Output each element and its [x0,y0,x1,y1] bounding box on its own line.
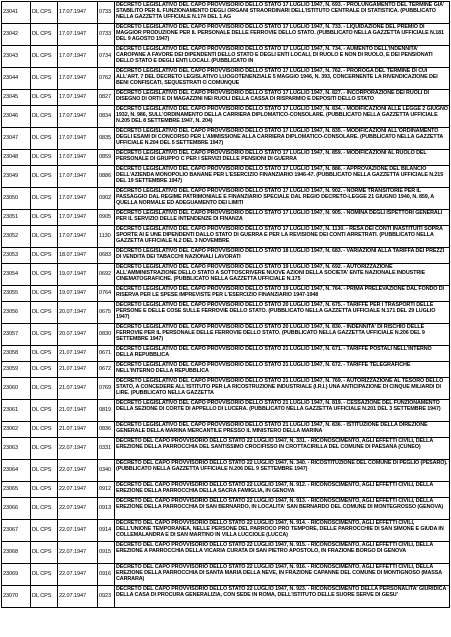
act-number-cell: 0683 [98,248,115,264]
act-description-cell: DECRETO LEGISLATIVO DEL CAPO PROVVISORIO DELLO STATO 17 LUGLIO 1947, N. 734. - AUMENTO DELL'INDENNITA' CAROPANE A FAVORE DEI DIPENDENTI DELLO STATO E DEGLI ENTI LOCALI, DI RUOLO E NON DI RUOLO, E DEI PENSIONATI DELLO STATO E DEGLI ENTI LOCALI. (PUBBLICATO IN [115,46,450,68]
table-row [2,286,450,302]
record-number-cell: 23054 [2,264,31,286]
record-number-cell: 23053 [2,248,31,264]
act-type-cell: DL CPS [31,564,58,586]
table-row [2,400,450,422]
act-date-cell: 21.07.1947 [58,422,98,438]
table-row [2,324,450,346]
act-type-cell: DL CPS [31,2,58,24]
act-description-cell: DECRETO LEGISLATIVO DEL CAPO PROVVISORIO DELLO STATO 17 LUGLIO 1947, N. 905. - NOMINA DEGLI ISPETTORI GENERALI PER IL SERVIZIO DELLE INTENDENZE DI FINANZA [115,210,450,226]
act-description-cell: DECRETO LEGISLATIVO DEL CAPO PROVVISORIO DELLO STATO 17 LUGLIO 1947, N. 834. - MODIFICAZIONI ALLE LEGGE 2 GIUGNO 1932, N. 986, SULL'ORDINAMENTO DELLA CARRIERA DIPLOMATICO-CONSOLARE. (PUBBLICATO NELLA GAZZETTA UFFICIALE N.205 DEL 8 SETTEMBRE 1947, N. 204) [115,106,450,128]
act-date-cell: 17.07.1947 [58,150,98,166]
act-type-cell: DL CPS [31,188,58,210]
act-date-cell: 17.07.1947 [58,210,98,226]
act-type-cell: DL CPS [31,90,58,106]
act-number-cell: 0734 [98,46,115,68]
act-date-cell: 17.07.1947 [58,226,98,248]
act-date-cell: 21.07.1947 [58,400,98,422]
act-type-cell: DL CPS [31,460,58,482]
table-row [2,264,450,286]
table-row [2,24,450,46]
act-description-cell: DECRETO LEGISLATIVO DEL CAPO PROVVISORIO DELLO STATO 17 LUGLIO 1947, N. 902. - NORME TRANSITORIE PER IL PASSAGGIO DAL REGIME PATRIMONIALE E FINANZIARIO SPECIALE DAL REGIO DECRETO-LEGGE 21 GIUGNO 1940, N. 859, A QUELLA NORMALE ED ADEGUAMENTO DEI LIMITI [115,188,450,210]
act-date-cell: 21.07.1947 [58,346,98,362]
act-type-cell: DL CPS [31,586,58,608]
act-type-cell: DL CPS [31,498,58,520]
table-row [2,482,450,498]
act-type-cell: DL CPS [31,438,58,460]
act-description-cell: DECRETO LEGISLATIVO DEL CAPO PROVVISORIO DELLO STATO 17 LUGLIO 1947, N. 886. - APPROVAZIONE DEL BILANCIO DELL'AZIENDA MONOPOLIO BANANE PER L'ESERCIZIO FINANZIARIO 1946-47. (PUBBLICATO NELLA GAZZETTA UFFICIALE N.215 DEL 19 SETTEMBRE 1947) [115,166,450,188]
record-number-cell: 23049 [2,166,31,188]
act-description-cell: DECRETO LEGISLATIVO DEL CAPO PROVVISORIO DELLO STATO 21 LUGLIO 1947, N. 671. - TARIFFE POSTALI NELL'INTERNO DELLA REPUBBLICA [115,346,450,362]
record-number-cell: 23060 [2,378,31,400]
table-row [2,520,450,542]
act-number-cell: 0762 [98,68,115,90]
act-description-cell: DECRETO LEGISLATIVO DEL CAPO PROVVISORIO DELLO STATO 21 LUGLIO 1947, N. 836. - ISTITUZIONE DELLA DIREZIONE GENERALE DELLA MARINA MERCANTILE PRESSO IL MINISTERO DELLA MARINA [115,422,450,438]
act-date-cell: 17.07.1947 [58,106,98,128]
record-number-cell: 23066 [2,498,31,520]
decree-table [1,1,450,608]
table-row [2,128,450,150]
act-description-cell: DECRETO LEGISLATIVO DEL CAPO PROVVISORIO DELLO STATO 17 LUGLIO 1947, N. 827. - INCORPORAZIONE DEI RUOLI DI DISEGNO DI ORTI E DI MAGAZZINI NEI RUOLI DELLA CASSA DI RISPARMIO E DEPOSITI DELLO STATO [115,90,450,106]
table-row [2,586,450,608]
record-number-cell: 23042 [2,24,31,46]
act-number-cell: 0671 [98,346,115,362]
act-date-cell: 21.07.1947 [58,378,98,400]
record-number-cell: 23056 [2,302,31,324]
act-date-cell: 17.07.1947 [58,46,98,68]
table-row [2,68,450,90]
record-number-cell: 23051 [2,210,31,226]
act-date-cell: 19.07.1947 [58,264,98,286]
act-number-cell: 0915 [98,542,115,564]
table-row [2,166,450,188]
record-number-cell: 23067 [2,520,31,542]
record-number-cell: 23055 [2,286,31,302]
act-number-cell: 0836 [98,422,115,438]
table-row [2,362,450,378]
act-description-cell: DECRETO LEGISLATIVO DEL CAPO PROVVISORIO DELLO STATO 17 LUGLIO 1947, N. 1130. - RESA DEI CONTI INASTITUITI SOPRA SPORTE AI E UNE DIPENDENTI DALLO STATO DI GUERRA E PER LA REVISIONE DEI CONTI ARRETRATI. (PUBBLICATO NELLA GAZZETTA UFFICIALE N.2 DEL 3 NOVEMBRE [115,226,450,248]
record-number-cell: 23057 [2,324,31,346]
record-number-cell: 23047 [2,128,31,150]
act-date-cell: 18.07.1947 [58,248,98,264]
act-number-cell: 0733 [98,24,115,46]
table-row [2,188,450,210]
act-date-cell: 22.07.1947 [58,460,98,482]
table-row [2,46,450,68]
act-number-cell: 0859 [98,150,115,166]
act-date-cell: 22.07.1947 [58,438,98,460]
table-row [2,90,450,106]
act-description-cell: DECRETO DEL CAPO PROVVISORIO DELLO STATO 22 LUGLIO 1947, N. 923. - RICONOSCIMENTO DELLA PERSONALITA' GIURIDICA DELLA CASA DI PROCURA GENERALIZIA, CON SEDE IN ROMA, DELL'ISTITUTO DELLE SUORE SERVE DI GESU' [115,586,450,608]
act-number-cell: 0912 [98,482,115,498]
act-type-cell: DL CPS [31,400,58,422]
act-number-cell: 0902 [98,188,115,210]
act-type-cell: DL CPS [31,482,58,498]
record-number-cell: 23061 [2,400,31,422]
act-description-cell: DECRETO LEGISLATIVO DEL CAPO PROVVISORIO DELLO STATO 18 LUGLIO 1947, N. 683. - VARIAZIONI ALLA TARIFFA DEI PREZZI DI VENDITA DEI TABACCHI NAZIONALI LAVORATI [115,248,450,264]
act-type-cell: DL CPS [31,542,58,564]
table-row [2,422,450,438]
act-number-cell: 0675 [98,302,115,324]
act-description-cell: DECRETO LEGISLATIVO DEL CAPO PROVVISORIO DELLO STATO 19 LUGLIO 1947, N. 692. - AUTORIZZAZIONE ALL'AMMINISTRAZIONE DELLO STATO A SOTTOSCRIVERE NUOVE AZIONI DELLA SOCIETA' ENTE NAZIONALE INDUSTRIE CINEMATOGRAFICHE. (PUBBLICATO NELLA GAZZETTA UFFICIALE N.175 [115,264,450,286]
act-number-cell: 0769 [98,378,115,400]
act-type-cell: DL CPS [31,302,58,324]
act-date-cell: 22.07.1947 [58,498,98,520]
act-type-cell: DL CPS [31,286,58,302]
act-description-cell: DECRETO LEGISLATIVO DEL CAPO PROVVISORIO DELLO STATO 17 LUGLIO 1947, N. 835. - MODIFICAZIONI ALL'ORDINAMENTO DEGLI ESAMI DI CONCORSO PER L'AMMISSIONE ALLA CARRIERA DIPLOMATICO-CONSOLARE. (PUBBLICATO NELLA GAZZETTA UFFICIALE N.204 DEL 5 SETTEMBRE 1947) [115,128,450,150]
act-number-cell: 0764 [98,286,115,302]
act-date-cell: 17.07.1947 [58,68,98,90]
record-number-cell: 23065 [2,482,31,498]
act-type-cell: DL CPS [31,68,58,90]
act-date-cell: 17.07.1947 [58,128,98,150]
act-description-cell: DECRETO DEL CAPO PROVVISORIO DELLO STATO 22 LUGLIO 1947, N. 914. - RICONOSCIMENTO, AGLI EFFETTI CIVILI, DELL'UNIONE TEMPORANEA, NELLE PERSONE DEL PARROCO PRO TEMPORE, DELLE PARROCCHIE DI SAN SIMONE E GIUDA IN COLLEMALANDRA E DI SAN MARTINO IN VILLA LUCCIOLE (LUCCA) [115,520,450,542]
act-date-cell: 22.07.1947 [58,586,98,608]
act-type-cell: DL CPS [31,324,58,346]
table-row [2,106,450,128]
act-date-cell: 17.07.1947 [58,24,98,46]
act-description-cell: DECRETO LEGISLATIVO DEL CAPO PROVVISORIO DELLO STATO 21 LUGLIO 1947, N. 819. - CESSAZIONE DEL FUNZIONAMENTO DELLA SEZIONE DI CORTE DI APPELLO DI LUCERA. (PUBBLICATO NELLA GAZZETTA UFFICIALE N.201 DEL 3 SETTEMBRE 1947) [115,400,450,422]
act-number-cell: 0834 [98,106,115,128]
act-number-cell: 0827 [98,90,115,106]
decree-register [1,1,449,608]
table-row [2,564,450,586]
act-type-cell: DL CPS [31,166,58,188]
act-number-cell: 0340 [98,460,115,482]
table-row [2,378,450,400]
act-description-cell: DECRETO DEL CAPO PROVVISORIO DELLO STATO 22 LUGLIO 1947, N. 331. - RICONOSCIMENTO, AGLI EFFETTI CIVILI, DELLA EREZIONE DELLA PARROCCHIA DEL SANTISSIMO CROCIFISSO IN CROTTACIRILLA DEL COMUNE DI PAESANA (CUNEO) [115,438,450,460]
act-date-cell: 17.07.1947 [58,2,98,24]
act-type-cell: DL CPS [31,362,58,378]
act-number-cell: 0819 [98,400,115,422]
record-number-cell: 23050 [2,188,31,210]
act-number-cell: 0923 [98,586,115,608]
table-row [2,346,450,362]
act-type-cell: DL CPS [31,422,58,438]
record-number-cell: 23068 [2,542,31,564]
table-row [2,226,450,248]
act-number-cell: 0905 [98,210,115,226]
table-row [2,498,450,520]
table-row [2,150,450,166]
record-number-cell: 23044 [2,68,31,90]
act-type-cell: DL CPS [31,46,58,68]
act-type-cell: DL CPS [31,264,58,286]
act-type-cell: DL CPS [31,378,58,400]
act-type-cell: DL CPS [31,520,58,542]
act-number-cell: 0830 [98,324,115,346]
act-description-cell: DECRETO DEL CAPO PROVVISORIO DELLO STATO 22 LUGLIO 1947, N. 340. - RICOSTITUZIONE DEL COMUNE DI PEGLIO (PESARO). (PUBBLICATO NELLA GAZZETTA UFFICIALE N.206 DEL 9 SETTEMBRE 1947) [115,460,450,482]
act-date-cell: 19.07.1947 [58,286,98,302]
act-date-cell: 22.07.1947 [58,520,98,542]
record-number-cell: 23052 [2,226,31,248]
record-number-cell: 23058 [2,346,31,362]
act-description-cell: DECRETO DEL CAPO PROVVISORIO DELLO STATO 22 LUGLIO 1947, N. 915. - RICONOSCIMENTO, AGLI EFFETTI CIVILI, DELLA EREZIONE A PARROCCHIA DELLA VICARIA CURATA DI SAN PIETRO APOSTOLO, IN FRAZIONE BORGO DI GENOVA [115,542,450,564]
act-type-cell: DL CPS [31,248,58,264]
act-type-cell: DL CPS [31,150,58,166]
act-number-cell: 0835 [98,128,115,150]
act-type-cell: DL CPS [31,210,58,226]
act-type-cell: DL CPS [31,226,58,248]
act-date-cell: 17.07.1947 [58,90,98,106]
act-number-cell: 0916 [98,564,115,586]
decree-table-body [2,2,450,608]
act-number-cell: 0886 [98,166,115,188]
act-number-cell: 0331 [98,438,115,460]
act-type-cell: DL CPS [31,24,58,46]
record-number-cell: 23041 [2,2,31,24]
act-type-cell: DL CPS [31,106,58,128]
act-description-cell: DECRETO LEGISLATIVO DEL CAPO PROVVISORIO DELLO STATO 21 LUGLIO 1947, N. 769. - AUTORIZZAZIONE AL TESORO DELLO STATO, A CONCEDERE ALL'ISTITUTO PER LA RICOSTRUZIONE INDUSTRIALE (I.R.I.) UNA ANTICIPAZIONE DI CINQUE MILIARDI DI LIRE. (PUBBLICATO NELLA GAZZETTA [115,378,450,400]
record-number-cell: 23043 [2,46,31,68]
act-number-cell: 0672 [98,362,115,378]
act-description-cell: DECRETO LEGISLATIVO DEL CAPO PROVVISORIO DELLO STATO 19 LUGLIO 1947, N. 764. - PRIMA PRELEVAZIONE DAL FONDO DI RISERVA PER LE SPESE IMPREVISTE PER L'ESERCIZIO FINANZIARIO 1947-1948 [115,286,450,302]
act-description-cell: DECRETO LEGISLATIVO DEL CAPO PROVVISORIO DELLO STATO 17 LUGLIO 1947, N. 733. - LIQUIDAZIONE DEL PREMIO DI MAGGIOR PRODUZIONE PER IL PERSONALE DELLE FERROVIE DELLO STATO. (PUBBLICATO NELLA GAZZETTA UFFICIALE N.181 DEL 9 AGOSTO 1947) [115,24,450,46]
table-row [2,248,450,264]
table-row [2,210,450,226]
act-date-cell: 22.07.1947 [58,542,98,564]
table-row [2,2,450,24]
act-type-cell: DL CPS [31,128,58,150]
table-row [2,460,450,482]
act-number-cell: 0914 [98,520,115,542]
act-number-cell: 1130 [98,226,115,248]
act-description-cell: DECRETO DEL CAPO PROVVISORIO DELLO STATO 22 LUGLIO 1947, N. 912. - RICONOSCIMENTO, AGLI EFFETTI CIVILI, DELLA EREZIONE DELLA PARROCCHIA DELLA SACRA FAMIGLIA, IN GENOVA [115,482,450,498]
act-description-cell: DECRETO LEGISLATIVO DEL CAPO PROVVISORIO DELLO STATO 20 LUGLIO 1947, N. 830. - INDENNITA' DI RISCHIO DELLE FERROVIE PER IL PERSONALE DELLE FERROVIE DELLO STATO. (PUBBLICATO NELLA GAZZETTA UFFICIALE N.206 DEL 9 SETTEMBRE 1947) [115,324,450,346]
act-date-cell: 21.07.1947 [58,362,98,378]
act-number-cell: 0692 [98,264,115,286]
act-description-cell: DECRETO DEL CAPO PROVVISORIO DELLO STATO 22 LUGLIO 1947, N. 913. - RICONOSCIMENTO, AGLI EFFETTI CIVILI, DELLA EREZIONE DELLA PARROCCHIA DI SAN BERNARDO, IN LOCALITA' SAN BERNARDO DEL COMUNE DI MONTEGROSSO (GENOVA) [115,498,450,520]
act-description-cell: DECRETO LEGISLATIVO DEL CAPO PROVVISORIO DELLO STATO 21 LUGLIO 1947, N. 672. - TARIFFE TELEGRAFICHE NELL'INTERNO DELLA REPUBBLICA [115,362,450,378]
record-number-cell: 23059 [2,362,31,378]
act-description-cell: DECRETO LEGISLATIVO DEL CAPO PROVVISORIO DELLO STATO 20 LUGLIO 1947, N. 675. - TARIFFE PER I TRASPORTI DELLE PERSONE E DELLE COSE SULLE FERROVIE DELLO STATO. (PUBBLICATO NELLA GAZZETTA UFFICIALE N.171 DEL 29 LUGLIO 1947) [115,302,450,324]
record-number-cell: 23062 [2,422,31,438]
table-row [2,302,450,324]
table-row [2,542,450,564]
act-description-cell: DECRETO LEGISLATIVO DEL CAPO PROVVISORIO DELLO STATO 17 LUGLIO 1947, N. 762. - PROROGA DEL TERMINE DI CUI ALL'ART. 7 DEL DECRETO LEGISLATIVO LUOGOTENENZIALE 5 MAGGIO 1946, N. 393, CONCERNENTE LA RIVENDICAZIONE DEI BENI CONFISCATI, SEQUESTRATI O COMUNQUE [115,68,450,90]
record-number-cell: 23069 [2,564,31,586]
act-description-cell: DECRETO LEGISLATIVO DEL CAPO PROVVISORIO DELLO STATO 17 LUGLIO 1947, N. 859. - MODIFICAZIONI AL RUOLO DEL PERSONALE DI GRUPPO C PER I SERVIZI DELLE PENSIONI DI GUERRA [115,150,450,166]
act-description-cell: DECRETO DEL CAPO PROVVISORIO DELLO STATO 22 LUGLIO 1947, N. 916. - RICONOSCIMENTO, AGLI EFFETTI CIVILI, DELLA EREZIONE DELLA PARROCCHIA DI SANTA MARIA DELLA NEVE, IN FRAZIONE CAPANNE DEL COMUNE DI MONTIGNOSO (MASSA CARRARA) [115,564,450,586]
act-type-cell: DL CPS [31,346,58,362]
act-number-cell: 0733 [98,2,115,24]
act-date-cell: 22.07.1947 [58,482,98,498]
act-date-cell: 17.07.1947 [58,166,98,188]
act-description-cell: DECRETO LEGISLATIVO DEL CAPO PROVVISORIO DELLO STATO 17 LUGLIO 1947, N. 693. - PROLUNGAMENTO DEL TERMINE GIA' STABILITO PER IL FUNZIONAMENTO DEGLI ORGANI STRAORDINARI DELL'ISTITUTO CENTRALE DI STATISTICA. (PUBBLICATO NELLA GAZZETTA UFFICIALE N.174 DEL 1 AG [115,2,450,24]
record-number-cell: 23070 [2,586,31,608]
act-date-cell: 20.07.1947 [58,302,98,324]
act-date-cell: 22.07.1947 [58,564,98,586]
act-date-cell: 17.07.1947 [58,188,98,210]
act-number-cell: 0913 [98,498,115,520]
act-date-cell: 20.07.1947 [58,324,98,346]
record-number-cell: 23063 [2,438,31,460]
record-number-cell: 23045 [2,90,31,106]
record-number-cell: 23046 [2,106,31,128]
record-number-cell: 23048 [2,150,31,166]
record-number-cell: 23064 [2,460,31,482]
table-row [2,438,450,460]
